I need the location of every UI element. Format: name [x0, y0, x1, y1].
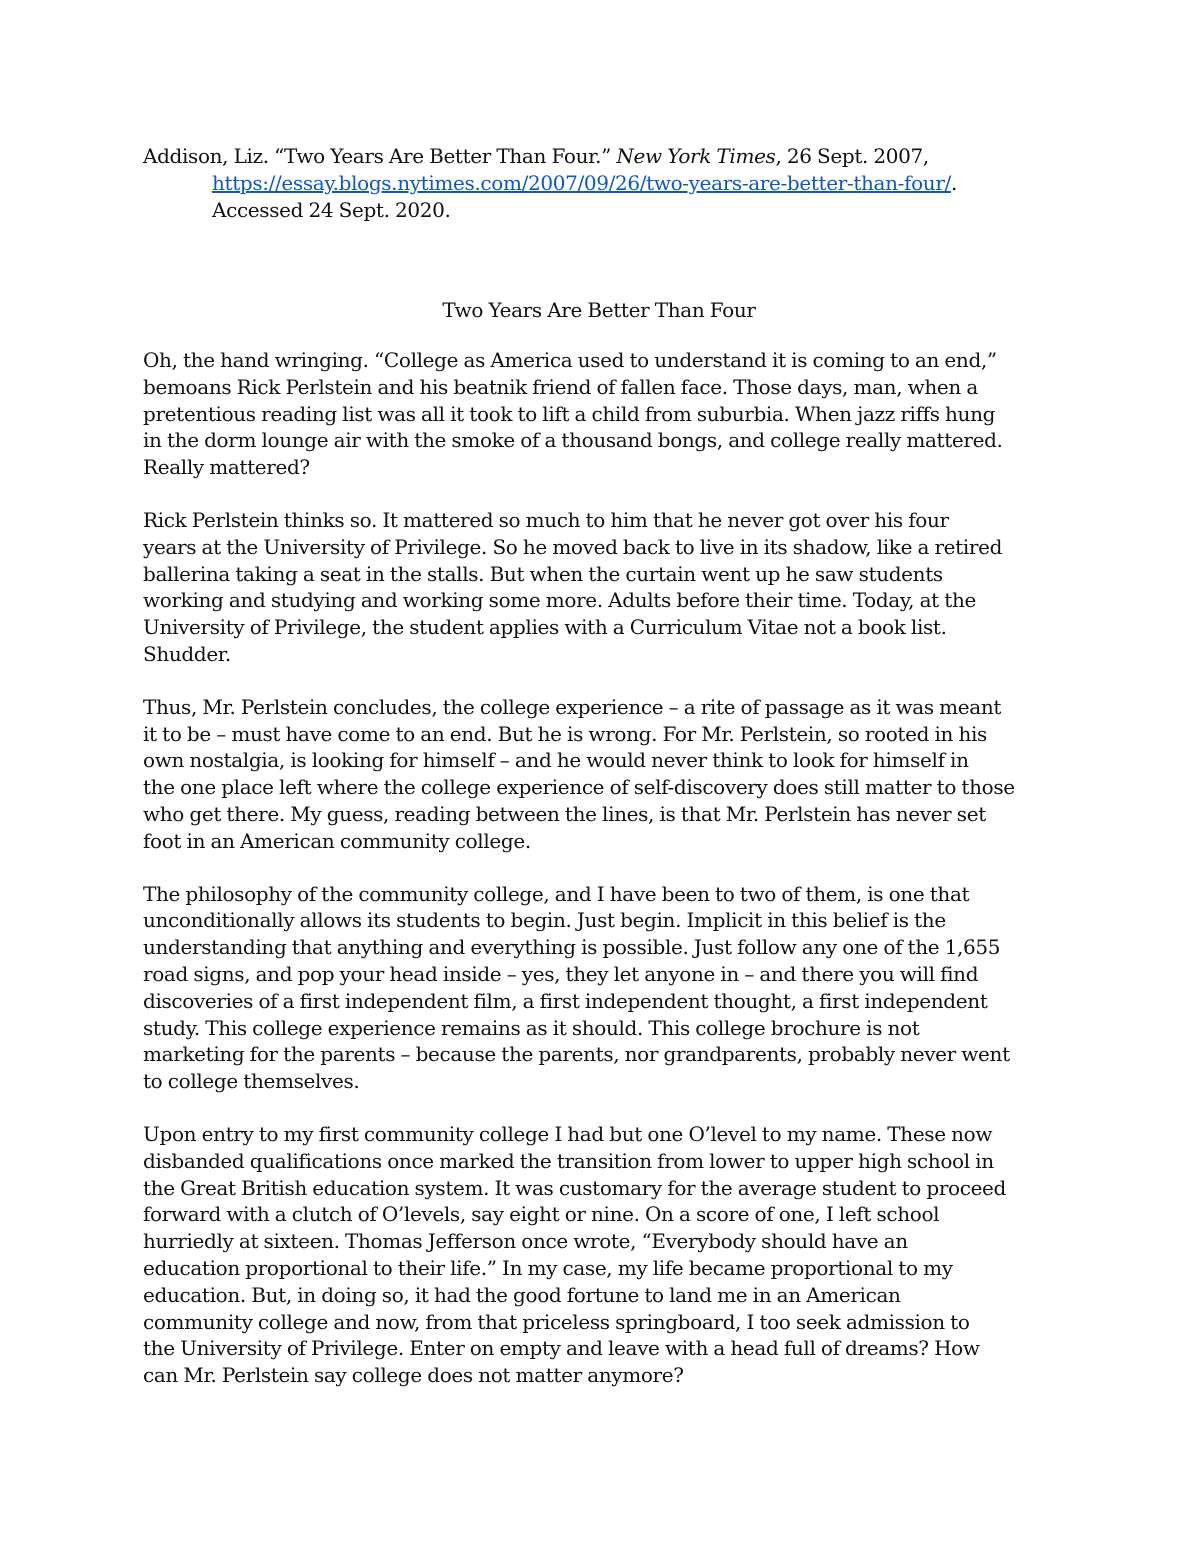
- paragraph-line: discoveries of a first independent film, a first independent thought, a first independent: [143, 988, 988, 1013]
- citation-date: , 26 Sept. 2007,: [775, 144, 929, 168]
- citation-author-title: Addison, Liz. “Two Years Are Better Than Four.”: [143, 144, 617, 168]
- citation-url-suffix: .: [950, 171, 957, 195]
- paragraph-line: Thus, Mr. Perlstein concludes, the college experience – a rite of passage as it was meant: [143, 694, 1002, 719]
- paragraph-line: ballerina taking a seat in the stalls. But when the curtain went up he saw students: [143, 561, 943, 586]
- essay-paragraph: [143, 694, 1063, 855]
- paragraph-line: Oh, the hand wringing. “College as America used to understand it is coming to an end,”: [143, 348, 997, 372]
- citation-url-link[interactable]: https://essay.blogs.nytimes.com/2007/09/26/two-years-are-better-than-four/: [212, 171, 951, 195]
- paragraph-line: the Great British education system. It was customary for the average student to proceed: [143, 1175, 1006, 1200]
- paragraph-line: education. But, in doing so, it had the good fortune to land me in an American: [143, 1282, 901, 1307]
- works-cited-entry: [143, 143, 1055, 224]
- paragraph-line: understanding that anything and everything is possible. Just follow any one of the 1,655: [143, 935, 1001, 960]
- paragraph-line: education proportional to their life.” In my case, my life became proportional to my: [143, 1255, 953, 1280]
- essay-paragraph: [143, 1121, 1063, 1389]
- citation-accessed: Accessed 24 Sept. 2020.: [212, 198, 451, 222]
- paragraph-line: Upon entry to my first community college I had but one O’level to my name. These now: [143, 1121, 993, 1146]
- paragraph-line: forward with a clutch of O’levels, say eight or nine. On a score of one, I left school: [143, 1202, 940, 1227]
- paragraph-line: hurriedly at sixteen. Thomas Jefferson once wrote, “Everybody should have an: [143, 1229, 908, 1254]
- citation-publication: New York Times: [616, 144, 776, 168]
- paragraph-line: the University of Privilege. Enter on empty and leave with a head full of dreams? How: [143, 1336, 980, 1361]
- paragraph-line: years at the University of Privilege. So he moved back to live in its shadow, like a retired: [143, 534, 1003, 559]
- paragraph-line: Rick Perlstein thinks so. It mattered so much to him that he never got over his four: [143, 507, 949, 532]
- paragraph-line: road signs, and pop your head inside – yes, they let anyone in – and there you will find: [143, 961, 979, 986]
- paragraph-line: University of Privilege, the student applies with a Curriculum Vitae not a book list.: [143, 615, 947, 640]
- paragraph-line: The philosophy of the community college, and I have been to two of them, is one that: [143, 881, 970, 906]
- essay-paragraph: [143, 881, 1063, 1095]
- paragraph-line: own nostalgia, is looking for himself – and he would never think to look for himself in: [143, 748, 969, 773]
- paragraph-line: foot in an American community college.: [143, 828, 531, 853]
- paragraph-line: who get there. My guess, reading between the lines, is that Mr. Perlstein has never set: [143, 801, 986, 826]
- paragraph-line: bemoans Rick Perlstein and his beatnik friend of fallen face. Those days, man, when a: [143, 374, 978, 399]
- paragraph-line: can Mr. Perlstein say college does not matter anymore?: [143, 1363, 684, 1388]
- paragraph-line: to college themselves.: [143, 1069, 360, 1094]
- citation-url-line: [143, 170, 1055, 197]
- paragraph-line: disbanded qualifications once marked the transition from lower to upper high school in: [143, 1148, 994, 1173]
- paragraph-line: community college and now, from that priceless springboard, I too seek admission to: [143, 1309, 970, 1334]
- essay-title: Two Years Are Better Than Four: [442, 298, 756, 322]
- paragraph-line: pretentious reading list was all it took to lift a child from suburbia. When jazz riffs hung: [143, 401, 996, 426]
- paragraph-line: unconditionally allows its students to begin. Just begin. Implicit in this belief is the: [143, 908, 946, 933]
- paragraph-line: it to be – must have come to an end. But he is wrong. For Mr. Perlstein, so rooted in his: [143, 721, 987, 746]
- paragraph-line: the one place left where the college experience of self-discovery does still matter to those: [143, 775, 1015, 800]
- paragraph-line: Really mattered?: [143, 455, 310, 480]
- paragraph-line: study. This college experience remains as it should. This college brochure is not: [143, 1015, 920, 1040]
- essay-body: [143, 347, 1063, 1415]
- paragraph-line: working and studying and working some more. Adults before their time. Today, at the: [143, 588, 976, 613]
- essay-paragraph: [143, 347, 1063, 481]
- essay-paragraph: [143, 507, 1063, 668]
- paragraph-line: Shudder.: [143, 641, 231, 666]
- paragraph-line: marketing for the parents – because the parents, nor grandparents, probably never went: [143, 1042, 1010, 1067]
- paragraph-line: in the dorm lounge air with the smoke of a thousand bongs, and college really mattered.: [143, 428, 1003, 453]
